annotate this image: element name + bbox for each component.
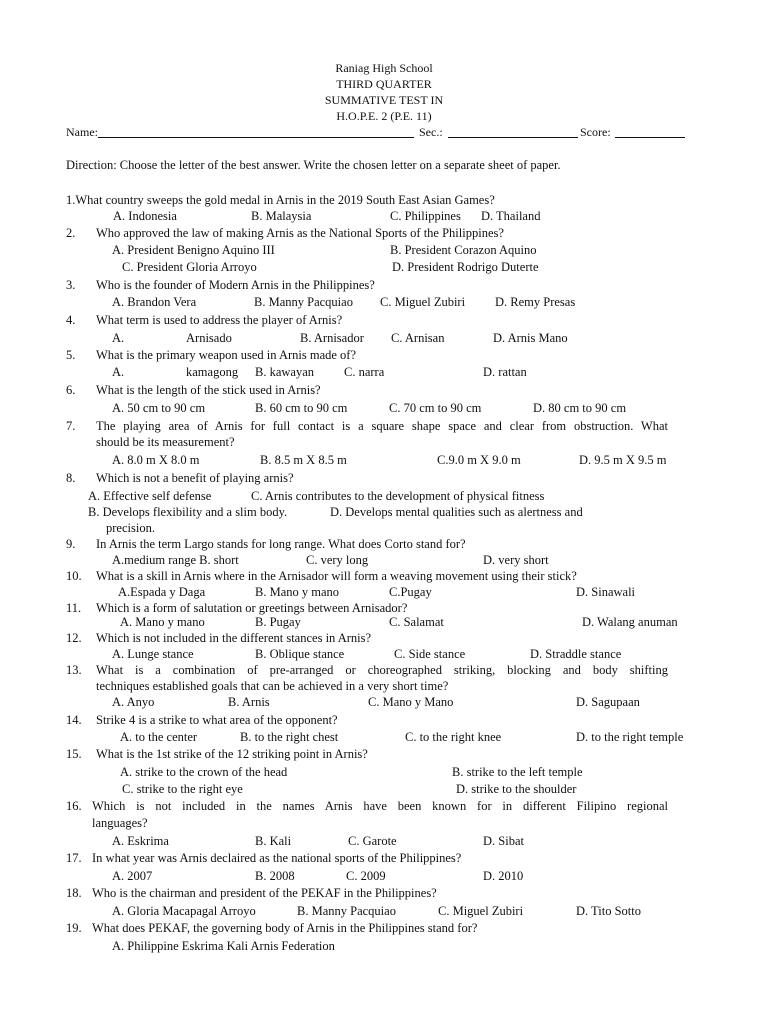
option-c: C. 2009 xyxy=(346,869,386,883)
test-header xyxy=(0,60,768,124)
option-c: C. Arnis contributes to the development of physical fitness xyxy=(251,489,545,503)
option-b: B. Arnisador xyxy=(300,331,364,345)
option-c: C.Pugay xyxy=(389,585,432,599)
option-a: A. Eskrima xyxy=(112,834,169,848)
option-d: D. strike to the shoulder xyxy=(456,782,577,796)
option-b: B. Manny Pacquiao xyxy=(254,295,353,309)
question-text: What does PEKAF, the governing body of Arnis in the Philippines stand for? xyxy=(92,921,478,935)
option-b: B. Manny Pacquiao xyxy=(297,904,396,918)
option-b: B. 60 cm to 90 cm xyxy=(255,401,348,415)
option-d: D. Develops mental qualities such as alertness and xyxy=(330,505,583,519)
question-number: 2. xyxy=(66,226,76,240)
option-d: D. Straddle stance xyxy=(530,647,622,661)
option-c: C. strike to the right eye xyxy=(122,782,243,796)
question-number: 5. xyxy=(66,348,76,362)
option-d: D. 2010 xyxy=(483,869,524,883)
option-b: B. kawayan xyxy=(255,365,315,379)
student-info-line xyxy=(66,124,686,140)
question-text: In what year was Arnis declaired as the national sports of the Philippines? xyxy=(92,851,462,865)
option-d: D. Sagupaan xyxy=(576,695,640,709)
question-text: Which is a form of salutation or greetings between Arnisador? xyxy=(96,601,408,615)
option-a: A. to the center xyxy=(120,730,198,744)
question-text: Who is the founder of Modern Arnis in the Philippines? xyxy=(96,278,375,292)
option-d: D. Tito Sotto xyxy=(576,904,641,918)
option-a: A. Indonesia xyxy=(113,209,177,223)
option-d: D. President Rodrigo Duterte xyxy=(392,260,539,274)
question-text: Strike 4 is a strike to what area of the opponent? xyxy=(96,713,338,727)
option-b: B. Pugay xyxy=(255,615,301,629)
question-number: 13. xyxy=(66,663,82,677)
option-a: A. Mano y mano xyxy=(120,615,205,629)
option-b: B. 2008 xyxy=(255,869,295,883)
question-1 xyxy=(66,192,495,208)
option-c: C. Arnisan xyxy=(391,331,445,345)
question-number: 8. xyxy=(66,471,76,485)
option-a-letter: A. xyxy=(112,331,125,345)
question-number: 14. xyxy=(66,713,82,727)
option-d: D. Thailand xyxy=(481,209,541,223)
question-number: 11. xyxy=(66,601,82,615)
question-number: 7. xyxy=(66,419,76,433)
sec-label: Sec.: xyxy=(419,125,443,139)
question-number: 18. xyxy=(66,886,82,900)
option-c: C. 70 cm to 90 cm xyxy=(389,401,482,415)
score-blank[interactable] xyxy=(615,137,685,138)
option-d: D. Remy Presas xyxy=(495,295,576,309)
option-d-continued: precision. xyxy=(106,521,155,535)
option-a: A.Espada y Daga xyxy=(118,585,206,599)
question-number: 17. xyxy=(66,851,82,865)
question-text-line-2: techniques established goals that can be achieved in a very short time? xyxy=(96,679,449,693)
option-d: D. rattan xyxy=(483,365,527,379)
question-text: Who approved the law of making Arnis as the National Sports of the Philippines? xyxy=(96,226,504,240)
school-name: Raniag High School xyxy=(335,61,433,75)
option-a: A. Gloria Macapagal Arroyo xyxy=(112,904,256,918)
option-a: A. Effective self defense xyxy=(88,489,212,503)
name-blank[interactable] xyxy=(98,137,414,138)
question-text: What is the length of the stick used in Arnis? xyxy=(96,383,321,397)
option-b: B. strike to the left temple xyxy=(452,765,583,779)
option-c: C. President Gloria Arroyo xyxy=(122,260,257,274)
question-text: What is the primary weapon used in Arnis made of? xyxy=(96,348,356,362)
question-text-line-1: What is a combination of pre-arranged or choreographed striking, blocking and body shifting xyxy=(96,663,668,677)
option-d: D. 80 cm to 90 cm xyxy=(533,401,627,415)
option-d: D. to the right temple xyxy=(576,730,684,744)
option-c: C. Mano y Mano xyxy=(368,695,454,709)
question-number: 15. xyxy=(66,747,82,761)
question-text-line-1: The playing area of Arnis for full contact is a square shape space and clear from obstruction. What xyxy=(96,419,668,433)
option-a: A. strike to the crown of the head xyxy=(120,765,288,779)
option-c: C. Miguel Zubiri xyxy=(438,904,524,918)
question-number: 4. xyxy=(66,313,76,327)
option-d: D. Walang anuman xyxy=(582,615,678,629)
question-number: 1. xyxy=(66,193,76,207)
question-text: Which is not a benefit of playing arnis? xyxy=(96,471,294,485)
option-b: B. Mano y mano xyxy=(255,585,340,599)
option-a: A. 2007 xyxy=(112,869,153,883)
option-c: C. narra xyxy=(344,365,385,379)
option-a: kamagong xyxy=(186,365,239,379)
option-c: C.9.0 m X 9.0 m xyxy=(437,453,521,467)
option-c: C. Philippines xyxy=(390,209,461,223)
question-number: 6. xyxy=(66,383,76,397)
option-a: A. 50 cm to 90 cm xyxy=(112,401,206,415)
option-d: D. very short xyxy=(483,553,549,567)
direction-text: Direction: Choose the letter of the best answer. Write the chosen letter on a separate sheet of paper. xyxy=(66,158,561,172)
option-d: D. 9.5 m X 9.5 m xyxy=(579,453,667,467)
option-b: B. 8.5 m X 8.5 m xyxy=(260,453,347,467)
option-a: A. Lunge stance xyxy=(112,647,194,661)
option-a: A. Anyo xyxy=(112,695,155,709)
option-a: Arnisado xyxy=(186,331,232,345)
question-number: 3. xyxy=(66,278,76,292)
option-c: C. Salamat xyxy=(389,615,444,629)
option-a: A. Philippine Eskrima Kali Arnis Federation xyxy=(112,939,335,953)
option-d: D. Sibat xyxy=(483,834,524,848)
question-number: 9. xyxy=(66,537,76,551)
question-number: 19. xyxy=(66,921,82,935)
question-text: What is a skill in Arnis where in the Arnisador will form a weaving movement using their stick? xyxy=(96,569,577,583)
option-d: D. Arnis Mano xyxy=(493,331,568,345)
question-number: 16. xyxy=(66,799,82,813)
question-number: 10. xyxy=(66,569,82,583)
option-b: B. to the right chest xyxy=(240,730,339,744)
question-text: What is the 1st strike of the 12 striking point in Arnis? xyxy=(96,747,368,761)
option-b: B. Oblique stance xyxy=(255,647,345,661)
test-title: SUMMATIVE TEST IN xyxy=(324,93,444,107)
option-a-letter: A. xyxy=(112,365,125,379)
option-a: A. President Benigno Aquino III xyxy=(112,243,275,257)
score-label: Score: xyxy=(580,125,611,139)
option-b: B. Develops flexibility and a slim body. xyxy=(88,505,288,519)
option-b: B. Kali xyxy=(255,834,292,848)
option-a: A. Brandon Vera xyxy=(112,295,197,309)
question-text: What country sweeps the gold medal in Arnis in the 2019 South East Asian Games? xyxy=(75,193,495,207)
option-b: B. Malaysia xyxy=(251,209,312,223)
option-a: A. 8.0 m X 8.0 m xyxy=(112,453,200,467)
option-c: C. to the right knee xyxy=(405,730,502,744)
option-a-b: A.medium range B. short xyxy=(112,553,239,567)
name-label: Name: xyxy=(66,125,98,139)
subject-title: H.O.P.E. 2 (P.E. 11) xyxy=(336,109,432,123)
option-c: C. Miguel Zubiri xyxy=(380,295,466,309)
question-text: In Arnis the term Largo stands for long range. What does Corto stand for? xyxy=(96,537,466,551)
sec-blank[interactable] xyxy=(448,137,578,138)
question-text: Which is not included in the different stances in Arnis? xyxy=(96,631,372,645)
option-c: C. Side stance xyxy=(394,647,466,661)
option-c: C. Garote xyxy=(348,834,397,848)
option-b: B. Arnis xyxy=(228,695,270,709)
question-text-line-1: Which is not included in the names Arnis have been known for in different Filipino regional xyxy=(92,799,668,813)
question-number: 12. xyxy=(66,631,82,645)
question-text-line-2: languages? xyxy=(92,816,148,830)
question-text: Who is the chairman and president of the PEKAF in the Philippines? xyxy=(92,886,437,900)
question-text-line-2: should be its measurement? xyxy=(96,435,235,449)
option-b: B. President Corazon Aquino xyxy=(390,243,537,257)
option-c: C. very long xyxy=(306,553,369,567)
question-text: What term is used to address the player of Arnis? xyxy=(96,313,343,327)
option-d: D. Sinawali xyxy=(576,585,636,599)
quarter-title: THIRD QUARTER xyxy=(336,77,432,91)
